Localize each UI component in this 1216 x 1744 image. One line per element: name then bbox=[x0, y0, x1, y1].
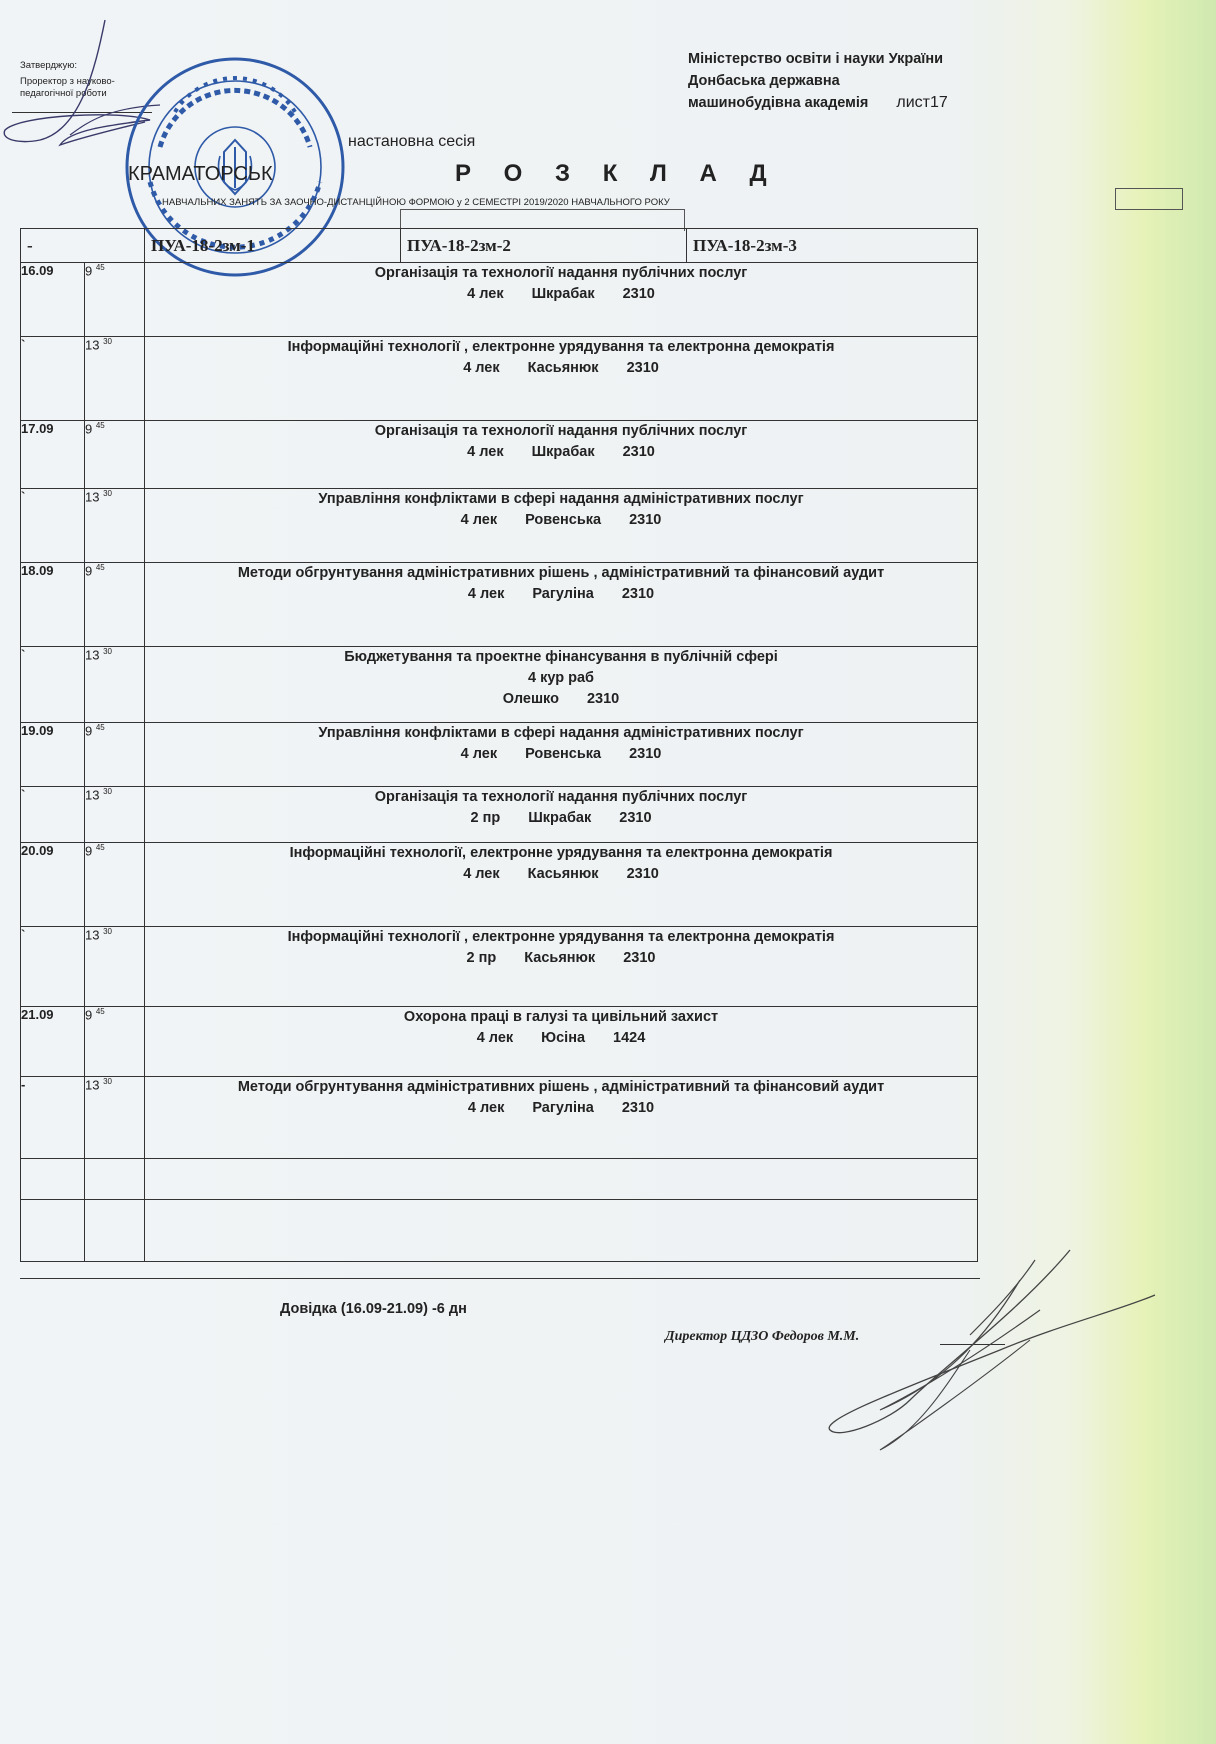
time-cell bbox=[85, 647, 145, 723]
city-label: КРАМАТОРСЬК bbox=[128, 163, 273, 185]
lesson-detail: 4 лек bbox=[460, 512, 498, 528]
lesson-detail: 4 лек bbox=[467, 1100, 505, 1116]
lesson-detail: 4 лек bbox=[463, 866, 500, 882]
lesson-details bbox=[145, 1028, 977, 1049]
date-cell: 21.09 bbox=[21, 1007, 85, 1077]
table-row bbox=[21, 927, 978, 1007]
time-cell bbox=[85, 421, 145, 489]
approval-label: Затверджую: bbox=[20, 60, 77, 71]
lesson-detail: Шкрабак bbox=[531, 444, 595, 460]
lesson-details bbox=[145, 442, 977, 463]
academy-name-cont bbox=[688, 92, 948, 114]
lesson-subject: Організація та технології надання публічних послуг bbox=[374, 265, 748, 281]
lesson-cell bbox=[145, 489, 978, 563]
lesson-detail: 4 лек bbox=[463, 360, 500, 376]
session-label: настановна сесія bbox=[348, 133, 476, 150]
time-cell bbox=[85, 1159, 145, 1200]
lesson-details-line2 bbox=[145, 689, 977, 710]
lesson-detail: 2310 bbox=[626, 360, 659, 376]
lesson-details bbox=[145, 284, 977, 305]
approval-position-cont: педагогічної роботи bbox=[20, 88, 107, 99]
time-minute: 45 bbox=[95, 843, 105, 852]
lesson-detail: Шкрабак bbox=[531, 286, 595, 302]
header-dash: - bbox=[21, 229, 145, 263]
time-hour: 13 bbox=[85, 927, 100, 943]
lesson-detail: 4 лек bbox=[467, 444, 504, 460]
table-row bbox=[21, 421, 978, 489]
academy-name: Донбаська державна bbox=[688, 73, 840, 89]
lesson-detail: Юсіна bbox=[541, 1030, 586, 1046]
academy-name-line2: машинобудівна академія bbox=[688, 95, 869, 111]
lesson-cell bbox=[145, 1159, 978, 1200]
lesson-detail: 1424 bbox=[613, 1030, 646, 1046]
lesson-detail: Касьянюк bbox=[527, 360, 599, 376]
lesson-detail: 2310 bbox=[629, 746, 662, 762]
time-minute: 45 bbox=[95, 421, 105, 430]
time-hour: 13 bbox=[85, 337, 100, 353]
time-hour: 13 bbox=[85, 489, 100, 505]
lesson-details bbox=[145, 1098, 977, 1119]
lesson-detail: 2 пр bbox=[466, 950, 497, 966]
lesson-subject: Бюджетування та проектне фінансування в публічній сфері bbox=[344, 649, 778, 665]
time-minute: 45 bbox=[95, 563, 105, 572]
lesson-subject: Організація та технології надання публічних послуг bbox=[374, 789, 748, 805]
table-row bbox=[21, 337, 978, 421]
lesson-detail: Рагуліна bbox=[532, 586, 594, 602]
table-row bbox=[21, 843, 978, 927]
approval-position: Проректор з науково- bbox=[20, 76, 115, 87]
director-signature-label: Директор ЦДЗО Федоров М.М. bbox=[665, 1329, 860, 1344]
sheet-number: лист17 bbox=[896, 94, 948, 111]
lesson-detail: Шкрабак bbox=[528, 810, 592, 826]
lesson-details bbox=[145, 584, 977, 605]
lesson-subject: Інформаційні технології , електронне урядування та електронна демократія bbox=[287, 929, 835, 945]
lesson-detail: 2310 bbox=[622, 286, 655, 302]
lesson-detail: 2 пр bbox=[470, 810, 501, 826]
time-cell bbox=[85, 337, 145, 421]
lesson-subject: Управління конфліктами в сфері надання адміністративних послуг bbox=[318, 491, 804, 507]
lesson-details bbox=[145, 358, 977, 379]
time-minute: 30 bbox=[103, 1077, 112, 1086]
lesson-details bbox=[145, 864, 977, 885]
lesson-detail: Рагуліна bbox=[532, 1100, 594, 1116]
time-hour: 9 bbox=[85, 843, 93, 859]
time-hour: 9 bbox=[85, 563, 93, 579]
lesson-cell bbox=[145, 263, 978, 337]
lesson-detail: 2310 bbox=[619, 810, 652, 826]
table-row bbox=[21, 647, 978, 723]
date-cell bbox=[21, 1159, 85, 1200]
table-row bbox=[21, 263, 978, 337]
ministry-name: Міністерство освіти і науки України bbox=[688, 51, 944, 67]
date-cell: ` bbox=[21, 647, 85, 723]
lesson-cell bbox=[145, 927, 978, 1007]
lesson-cell bbox=[145, 563, 978, 647]
lesson-cell bbox=[145, 421, 978, 489]
table-row bbox=[21, 787, 978, 843]
lesson-detail: 4 лек bbox=[467, 586, 505, 602]
table-row bbox=[21, 1077, 978, 1159]
date-cell: - bbox=[21, 1077, 85, 1159]
time-cell bbox=[85, 1077, 145, 1159]
date-cell: 20.09 bbox=[21, 843, 85, 927]
date-cell: ` bbox=[21, 489, 85, 563]
lesson-detail: 2310 bbox=[621, 586, 655, 602]
lesson-detail: Касьянюк bbox=[527, 866, 599, 882]
lesson-subject: Інформаційні технології, електронне урядування та електронна демократія bbox=[289, 845, 833, 861]
lesson-detail: 4 лек bbox=[476, 1030, 514, 1046]
ministry-header bbox=[688, 48, 948, 114]
reference-note: Довідка (16.09-21.09) -6 дн bbox=[280, 1301, 467, 1317]
table-row bbox=[21, 563, 978, 647]
lesson-detail: 2310 bbox=[586, 691, 620, 707]
time-minute: 45 bbox=[95, 263, 105, 272]
date-cell: 17.09 bbox=[21, 421, 85, 489]
group-header: ПУА-18-2зм-1 bbox=[145, 229, 401, 263]
table-row-empty bbox=[21, 1159, 978, 1200]
lesson-cell bbox=[145, 843, 978, 927]
date-cell: ` bbox=[21, 337, 85, 421]
table-row bbox=[21, 1007, 978, 1077]
lesson-cell bbox=[145, 1077, 978, 1159]
lesson-subject: Методи обгрунтування адміністративних рішень , адміністративний та фінансовий аудит bbox=[237, 565, 885, 581]
lesson-cell bbox=[145, 723, 978, 787]
page-subtitle: НАВЧАЛЬНИХ ЗАНЯТЬ ЗА ЗАОЧНО-ДИСТАНЦІЙНОЮ ФОРМОЮ у 2 СЕМЕСТРІ 2019/2020 НАВЧАЛЬНОГО РОКУ bbox=[162, 197, 670, 208]
time-minute: 45 bbox=[95, 723, 105, 732]
date-cell: ` bbox=[21, 927, 85, 1007]
lesson-cell bbox=[145, 787, 978, 843]
time-cell bbox=[85, 927, 145, 1007]
time-cell bbox=[85, 563, 145, 647]
lesson-subject: Охорона праці в галузі та цивільний захист bbox=[403, 1009, 719, 1025]
lesson-cell bbox=[145, 1007, 978, 1077]
lesson-cell bbox=[145, 647, 978, 723]
time-hour: 13 bbox=[85, 787, 100, 803]
empty-box bbox=[1115, 188, 1183, 210]
time-hour: 13 bbox=[85, 1077, 100, 1093]
lesson-detail: 4 кур раб bbox=[528, 670, 595, 686]
lesson-details bbox=[145, 808, 977, 829]
date-cell: 19.09 bbox=[21, 723, 85, 787]
date-cell: 18.09 bbox=[21, 563, 85, 647]
time-minute: 30 bbox=[103, 787, 112, 796]
schedule-table bbox=[20, 228, 978, 1262]
lesson-detail: 2310 bbox=[623, 950, 656, 966]
time-cell bbox=[85, 723, 145, 787]
lesson-detail: 2310 bbox=[621, 1100, 655, 1116]
time-hour: 13 bbox=[85, 647, 100, 663]
lesson-subject: Інформаційні технології , електронне урядування та електронна демократія bbox=[287, 339, 835, 355]
date-cell: ` bbox=[21, 787, 85, 843]
director-signature bbox=[820, 1240, 1160, 1460]
lesson-details bbox=[145, 948, 977, 969]
time-cell bbox=[85, 787, 145, 843]
time-minute: 30 bbox=[103, 927, 112, 936]
time-hour: 9 bbox=[85, 723, 93, 739]
time-minute: 30 bbox=[103, 337, 112, 346]
lesson-detail: 2310 bbox=[622, 444, 655, 460]
lesson-detail: Олешко bbox=[502, 691, 559, 707]
date-cell: 16.09 bbox=[21, 263, 85, 337]
group-header: ПУА-18-2зм-3 bbox=[687, 229, 978, 263]
lesson-details bbox=[145, 668, 977, 689]
table-row bbox=[21, 723, 978, 787]
time-cell bbox=[85, 1200, 145, 1262]
lesson-cell bbox=[145, 337, 978, 421]
lesson-subject: Організація та технології надання публічних послуг bbox=[374, 423, 748, 439]
lesson-detail: 2310 bbox=[629, 512, 662, 528]
lesson-details bbox=[145, 744, 977, 765]
lesson-detail: 4 лек bbox=[460, 746, 498, 762]
lesson-detail: 4 лек bbox=[467, 286, 504, 302]
date-cell bbox=[21, 1200, 85, 1262]
time-minute: 30 bbox=[103, 489, 112, 498]
lesson-details bbox=[145, 510, 977, 531]
time-minute: 30 bbox=[103, 647, 112, 656]
time-cell bbox=[85, 263, 145, 337]
table-header-row bbox=[21, 229, 978, 263]
time-hour: 9 bbox=[85, 1007, 93, 1023]
lesson-subject: Управління конфліктами в сфері надання адміністративних послуг bbox=[318, 725, 804, 741]
page-title: Р О З К Л А Д bbox=[455, 160, 780, 187]
time-hour: 9 bbox=[85, 421, 93, 437]
lesson-detail: Касьянюк bbox=[524, 950, 596, 966]
lesson-subject: Методи обгрунтування адміністративних рішень , адміністративний та фінансовий аудит bbox=[237, 1079, 885, 1095]
time-minute: 45 bbox=[95, 1007, 105, 1016]
time-hour: 9 bbox=[85, 263, 93, 279]
time-cell bbox=[85, 843, 145, 927]
time-cell bbox=[85, 1007, 145, 1077]
group-header: ПУА-18-2зм-2 bbox=[401, 229, 687, 263]
time-cell bbox=[85, 489, 145, 563]
lesson-detail: Ровенська bbox=[525, 512, 602, 528]
table-row bbox=[21, 489, 978, 563]
lesson-detail: Ровенська bbox=[525, 746, 602, 762]
lesson-detail: 2310 bbox=[626, 866, 659, 882]
